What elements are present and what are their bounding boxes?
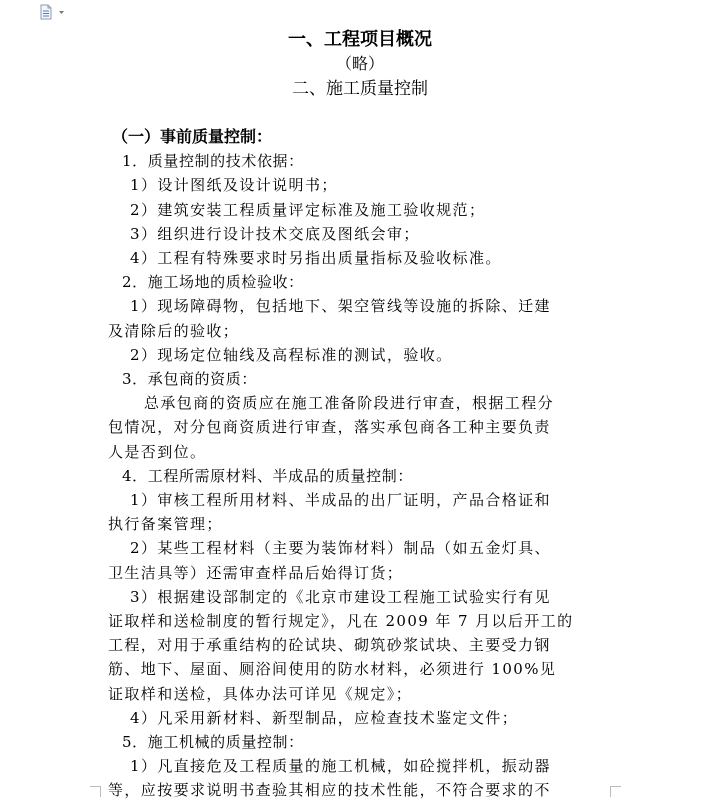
document-title: 一、工程项目概况 — [288, 29, 432, 50]
document-page — [100, 0, 620, 801]
paragraph-line: 证取样和送检制度的暂行规定》，凡在 2009 年 7 月以后开工的 — [108, 612, 574, 631]
list-item: 4）工程有特殊要求时另指出质量指标及验收标准。 — [130, 249, 502, 268]
list-item: 4）凡采用新材料、新型制品，应检查技术鉴定文件； — [130, 708, 519, 727]
list-item: 2）某些工程材料（主要为装饰材料）制品（如五金灯具、 — [130, 539, 551, 558]
list-item: 2．施工场地的质检验收： — [122, 273, 304, 292]
paragraph-line: 卫生洁具等）还需审查样品后始得订货； — [108, 563, 404, 582]
document-subtitle: （略） — [335, 54, 384, 73]
list-item: 1）凡直接危及工程质量的施工机械，如砼搅拌机，振动器 — [130, 757, 551, 776]
list-item: 1）现场障碍物，包括地下、架空管线等设施的拆除、迁建 — [130, 297, 551, 316]
list-item: 5．施工机械的质量控制： — [122, 733, 304, 752]
paragraph-line: 等，应按要求说明书查验其相应的技术性能，不符合要求的不 — [108, 781, 551, 800]
document-icon[interactable] — [40, 4, 70, 20]
paragraph-line: 证取样和送检，具体办法可详见《规定》； — [108, 684, 413, 703]
paragraph-line: 包情况，对分包商资质进行审查，落实承包商各工种主要负责 — [108, 418, 551, 437]
list-item: 3．承包商的资质： — [122, 370, 257, 389]
paragraph-line: 工程，对用于承重结构的砼试块、砌筑砂浆试块、主要受力钢 — [108, 636, 551, 655]
list-item: 1．质量控制的技术依据： — [122, 152, 304, 171]
paragraph-line: 筋、地下、屋面、厕浴间使用的防水材料，必须进行 100%见 — [108, 660, 557, 679]
list-item: 1）设计图纸及设计说明书； — [130, 176, 338, 195]
page-corner-mark — [610, 786, 621, 797]
list-item: 1）审核工程所用材料、半成品的出厂证明，产品合格证和 — [130, 491, 551, 510]
document-body — [108, 125, 613, 803]
paragraph-line: 及清除后的验收； — [108, 321, 240, 340]
list-item: 2）建筑安装工程质量评定标准及施工验收规范； — [130, 200, 486, 219]
heading-pre-construction-control: （一）事前质量控制： — [112, 127, 273, 146]
paragraph-line: 执行备案管理； — [108, 515, 223, 534]
page-corner-mark — [90, 786, 101, 797]
list-item: 2）现场定位轴线及高程标准的测试，验收。 — [130, 345, 453, 364]
paragraph-line: 总承包商的资质应在施工准备阶段进行审查，根据工程分 — [144, 394, 555, 413]
list-item: 4．工程所需原材料、半成品的质量控制： — [122, 466, 413, 485]
paragraph-line: 人是否到位。 — [108, 442, 207, 461]
list-item: 3）根据建设部制定的《北京市建设工程施工试验实行有见 — [130, 587, 551, 606]
list-item: 3）组织进行设计技术交底及图纸会审； — [130, 224, 420, 243]
section-title: 二、施工质量控制 — [292, 79, 428, 99]
